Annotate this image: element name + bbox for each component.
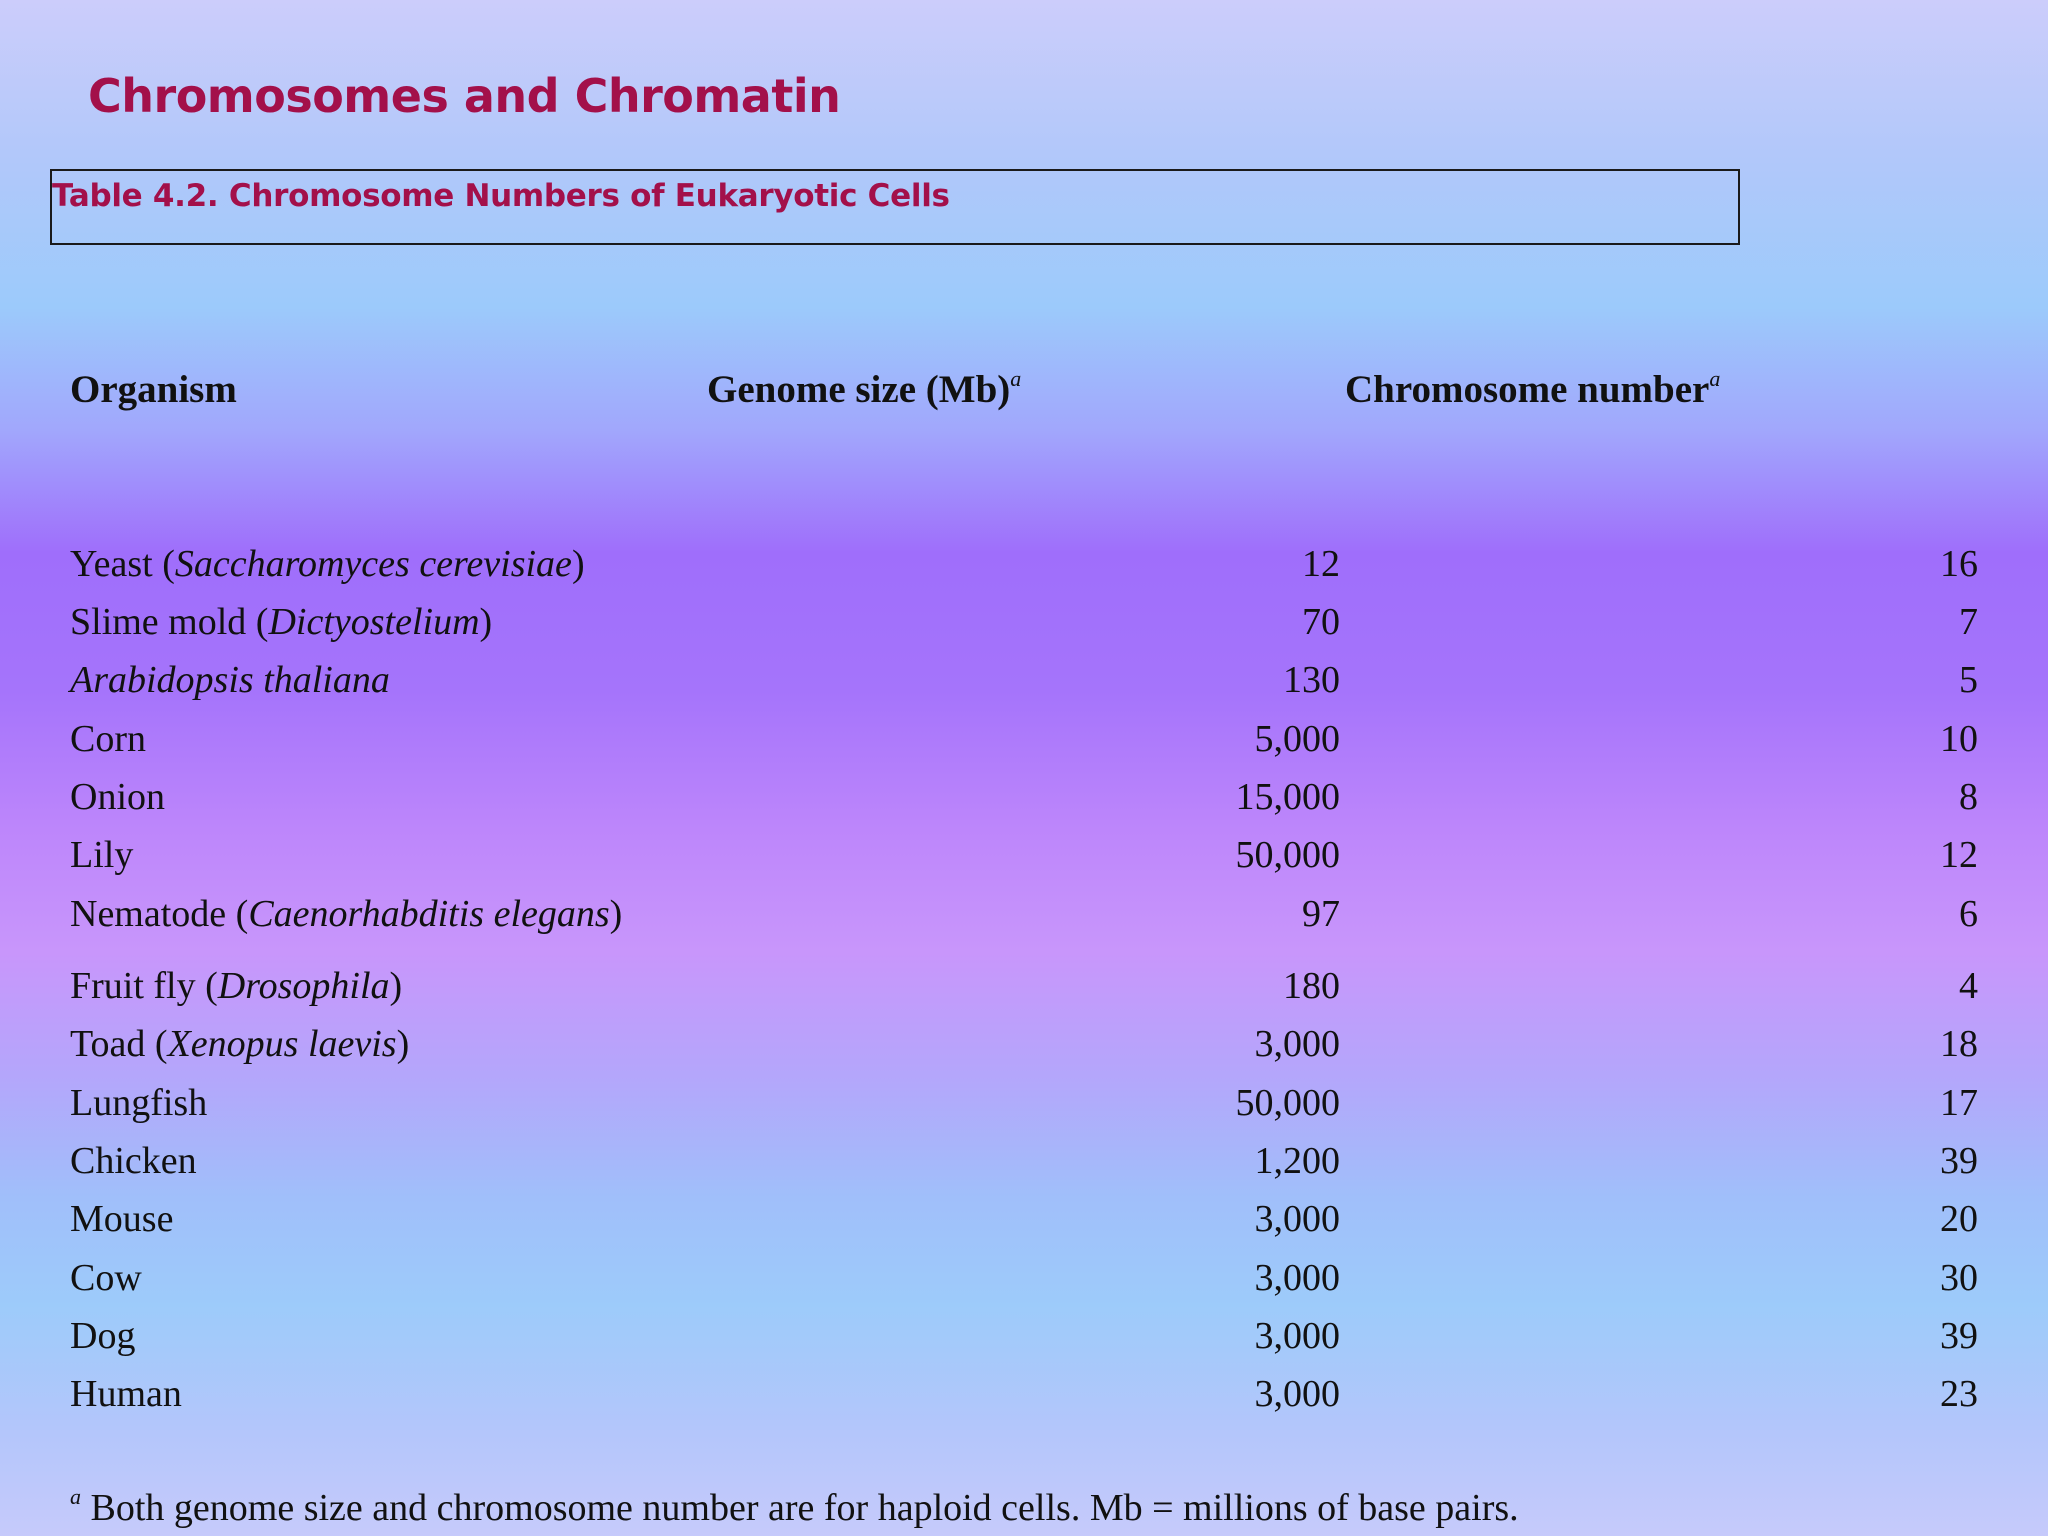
table-row: [0, 652, 2048, 708]
slide-title: Chromosomes and Chromatin: [88, 69, 841, 123]
organism-cell: Lungfish: [70, 1082, 208, 1124]
genome-size-cell: 70: [1302, 601, 1340, 643]
chromosome-number-cell: 6: [1959, 893, 1978, 935]
organism-cell: Yeast (Saccharomyces cerevisiae): [70, 543, 585, 585]
table-row: [0, 1191, 2048, 1247]
footnote-marker: a: [1010, 366, 1022, 391]
table-row: [0, 886, 2048, 942]
organism-cell: Dog: [70, 1315, 136, 1357]
genome-size-cell: 5,000: [1254, 718, 1340, 760]
table-row: [0, 1133, 2048, 1189]
organism-cell: Human: [70, 1373, 182, 1415]
footnote-marker: a: [1709, 366, 1721, 391]
organism-cell: Onion: [70, 776, 165, 818]
organism-cell: Fruit fly (Drosophila): [70, 965, 403, 1007]
column-header-genome-size: Genome size $(Mb)^a$: [707, 366, 1022, 411]
organism-cell: Chicken: [70, 1140, 197, 1182]
chromosome-number-cell: 5: [1959, 659, 1978, 701]
genome-size-cell: 15,000: [1235, 776, 1340, 818]
organism-cell: Slime mold (Dictyostelium): [70, 601, 493, 643]
chromosome-number-cell: 10: [1940, 718, 1978, 760]
organism-cell: Mouse: [70, 1198, 174, 1240]
column-header-organism: Organism: [70, 368, 237, 411]
chromosome-number-cell: 39: [1940, 1140, 1978, 1182]
genome-size-cell: 50,000: [1235, 834, 1340, 876]
organism-cell: Cow: [70, 1257, 142, 1299]
column-header-chromosome-number: Chromosome number$^a$: [1345, 366, 1721, 411]
chromosome-number-cell: 12: [1940, 834, 1978, 876]
genome-size-cell: 1,200: [1254, 1140, 1340, 1182]
genome-size-cell: 3,000: [1254, 1198, 1340, 1240]
organism-cell: Lily: [70, 834, 134, 876]
genome-size-cell: 3,000: [1254, 1315, 1340, 1357]
organism-cell: Nematode (Caenorhabditis elegans): [70, 893, 623, 935]
genome-size-cell: 130: [1283, 659, 1340, 701]
genome-size-cell: 180: [1283, 965, 1340, 1007]
genome-size-cell: 97: [1302, 893, 1340, 935]
table-row: [0, 1250, 2048, 1306]
organism-cell: Corn: [70, 718, 146, 760]
chromosome-number-cell: 23: [1940, 1373, 1978, 1415]
organism-cell: Arabidopsis thaliana: [70, 659, 390, 701]
chromosome-number-cell: 16: [1940, 543, 1978, 585]
table-row: [0, 769, 2048, 825]
table-caption: Table 4.2. Chromosome Numbers of Eukaryotic Cells: [52, 178, 950, 214]
chromosome-number-cell: 17: [1940, 1082, 1978, 1124]
genome-size-cell: 12: [1302, 543, 1340, 585]
table-footnote: $^a$ Both genome size and chromosome number are for haploid cells. Mb = millions of base pairs.: [70, 1484, 1519, 1529]
organism-cell: Toad (Xenopus laevis): [70, 1023, 410, 1065]
footnote-marker: a: [70, 1484, 81, 1509]
chromosome-number-cell: 8: [1959, 776, 1978, 818]
chromosome-number-cell: 39: [1940, 1315, 1978, 1357]
table-row: [0, 1016, 2048, 1072]
table-row: [0, 1366, 2048, 1422]
table-row: [0, 1308, 2048, 1364]
table-row: [0, 1075, 2048, 1131]
table-row: [0, 958, 2048, 1014]
genome-size-cell: 50,000: [1235, 1082, 1340, 1124]
table-row: [0, 711, 2048, 767]
table-row: [0, 594, 2048, 650]
chromosome-number-cell: 30: [1940, 1257, 1978, 1299]
chromosome-number-cell: 4: [1959, 965, 1978, 1007]
chromosome-number-cell: 20: [1940, 1198, 1978, 1240]
chromosome-number-cell: 18: [1940, 1023, 1978, 1065]
table-row: [0, 536, 2048, 592]
genome-size-cell: 3,000: [1254, 1023, 1340, 1065]
genome-size-cell: 3,000: [1254, 1373, 1340, 1415]
table-row: [0, 827, 2048, 883]
genome-size-cell: 3,000: [1254, 1257, 1340, 1299]
chromosome-number-cell: 7: [1959, 601, 1978, 643]
